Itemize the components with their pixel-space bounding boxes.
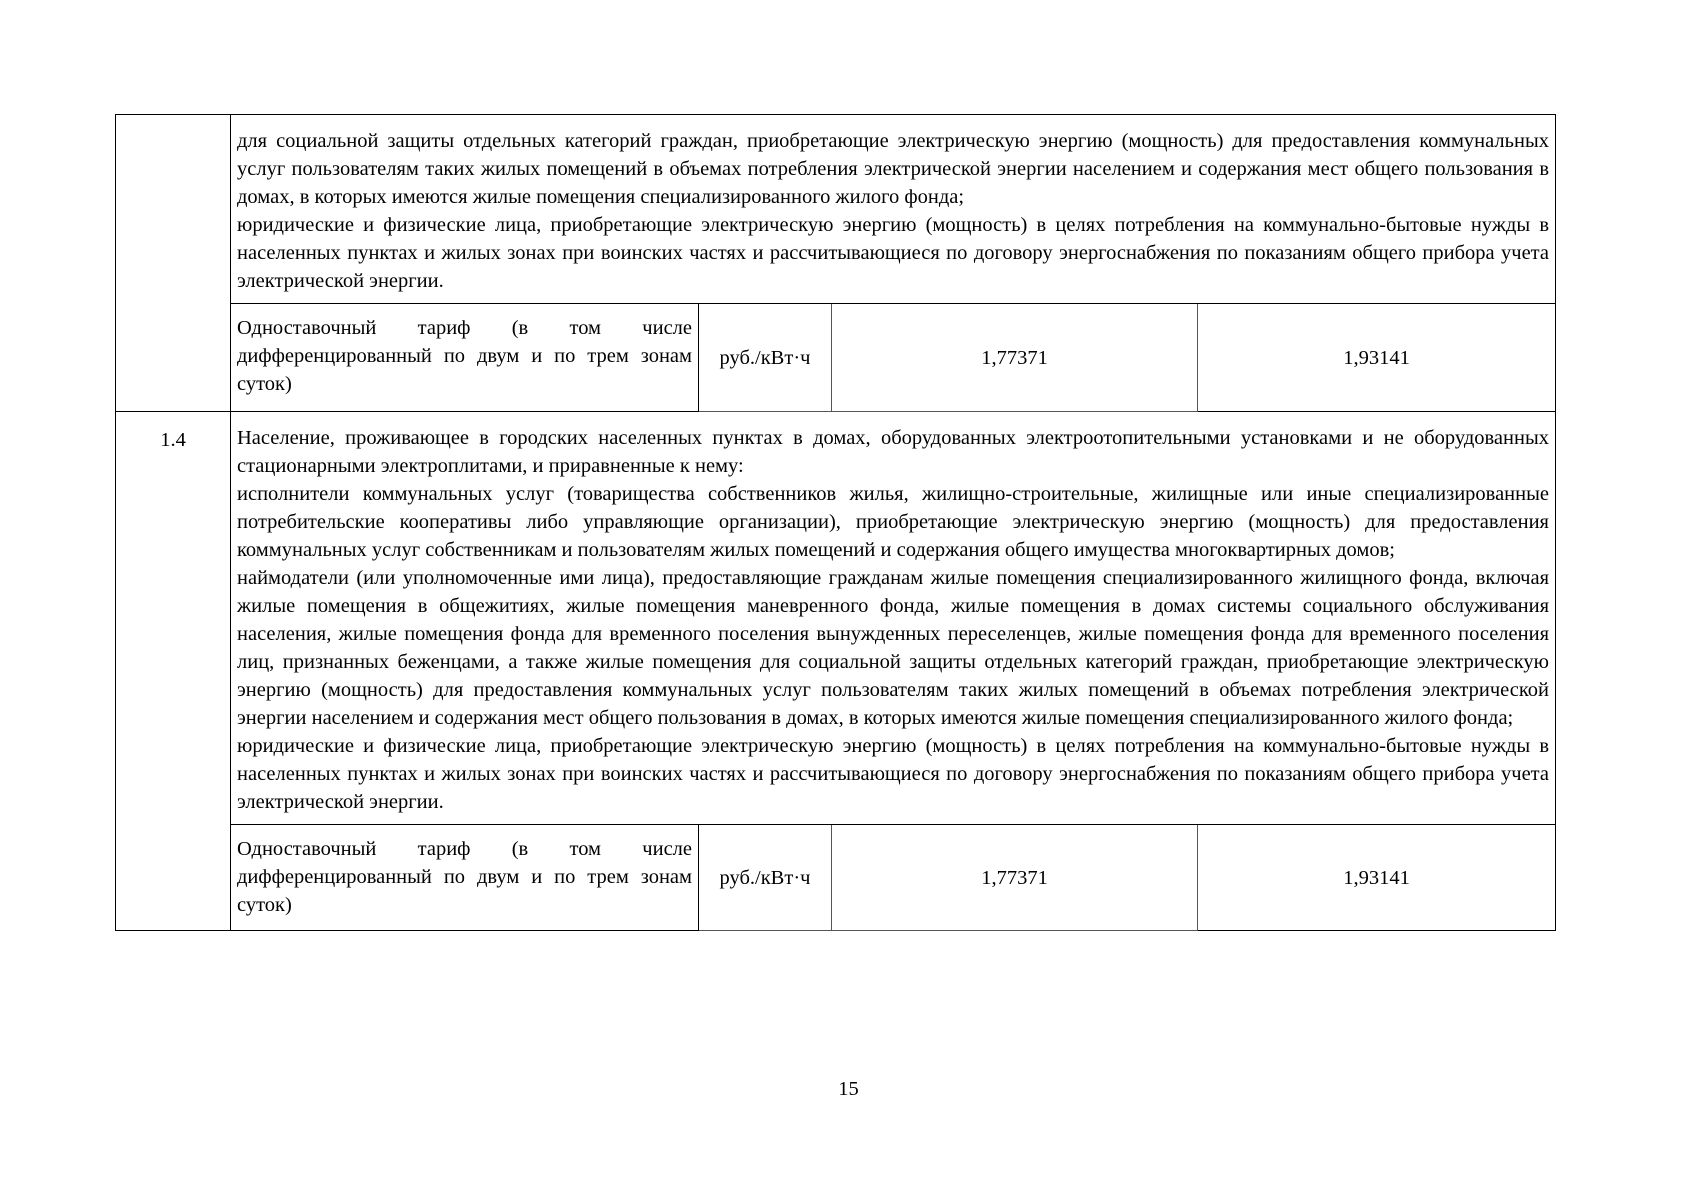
tariff-table [115, 114, 1556, 931]
row-number-cell: 1.4 [116, 412, 231, 931]
tariff-value-second-half: 1,93141 [1198, 825, 1556, 931]
table-row-1-4-description [116, 412, 1556, 825]
description-paragraph: юридические и физические лица, приобретающие электрическую энергию (мощность) в целях потребления на коммунально-бытовые нужды в населенных пунктах и жилых зонах при воинских частях и рассчитывающиеся по договору энергоснабжения по показаниям общего прибора учета электрической энергии. [237, 214, 1549, 292]
tariff-value-first-half: 1,77371 [832, 304, 1198, 412]
table-row-1-3-tariff [116, 304, 1556, 412]
row-description-cell [231, 115, 1556, 304]
description-paragraph: исполнители коммунальных услуг (товарищества собственников жилья, жилищно-строительные, жилищные или иные специализированные потребительские кооперативы либо управляющие организации), приобретающие электрическую энергию (мощность) для предоставления коммунальных услуг собственникам и пользователям жилых помещений и содержания общего имущества многоквартирных домов; [237, 483, 1549, 561]
tariff-value-first-half: 1,77371 [832, 825, 1198, 931]
tariff-unit-cell: руб./кВт·ч [699, 304, 832, 412]
tariff-name-cell: Одноставочный тариф (в том числе дифференцированный по двум и по трем зонам суток) [231, 825, 699, 931]
description-paragraph: для социальной защиты отдельных категорий граждан, приобретающие электрическую энергию (мощность) для предоставления коммунальных услуг пользователям таких жилых помещений в объемах потребления электрической энергии населением и содержания мест общего пользования в домах, в которых имеются жилые помещения специализированного жилого фонда; [237, 130, 1549, 208]
row-description-cell [231, 412, 1556, 825]
description-paragraph: наймодатели (или уполномоченные ими лица), предоставляющие гражданам жилые помещения специализированного жилищного фонда, включая жилые помещения в общежитиях, жилые помещения маневренного фонда, жилые помещения в домах системы социального обслуживания населения, жилые помещения фонда для временного поселения вынужденных переселенцев, жилые помещения фонда для временного поселения лиц, признанных беженцами, а также жилые помещения для социальной защиты отдельных категорий граждан, приобретающие электрическую энергию (мощность) для предоставления коммунальных услуг пользователям таких жилых помещений в объемах потребления электрической энергии населением и содержания мест общего пользования в домах, в которых имеются жилые помещения специализированного жилого фонда; [237, 567, 1549, 729]
tariff-name-cell: Одноставочный тариф (в том числе дифференцированный по двум и по трем зонам суток) [231, 304, 699, 412]
description-paragraph: юридические и физические лица, приобретающие электрическую энергию (мощность) в целях потребления на коммунально-бытовые нужды в населенных пунктах и жилых зонах при воинских частях и рассчитывающиеся по договору энергоснабжения по показаниям общего прибора учета электрической энергии. [237, 735, 1549, 813]
page-number: 15 [838, 1078, 859, 1100]
tariff-unit-cell: руб./кВт·ч [699, 825, 832, 931]
row-number-cell [116, 115, 231, 412]
table-row-1-4-tariff [116, 825, 1556, 931]
description-paragraph: Население, проживающее в городских населенных пунктах в домах, оборудованных электроотопительными установками и не оборудованных стационарными электроплитами, и приравненные к нему: [237, 427, 1549, 477]
tariff-value-second-half: 1,93141 [1198, 304, 1556, 412]
table-row-1-3-description [116, 115, 1556, 304]
